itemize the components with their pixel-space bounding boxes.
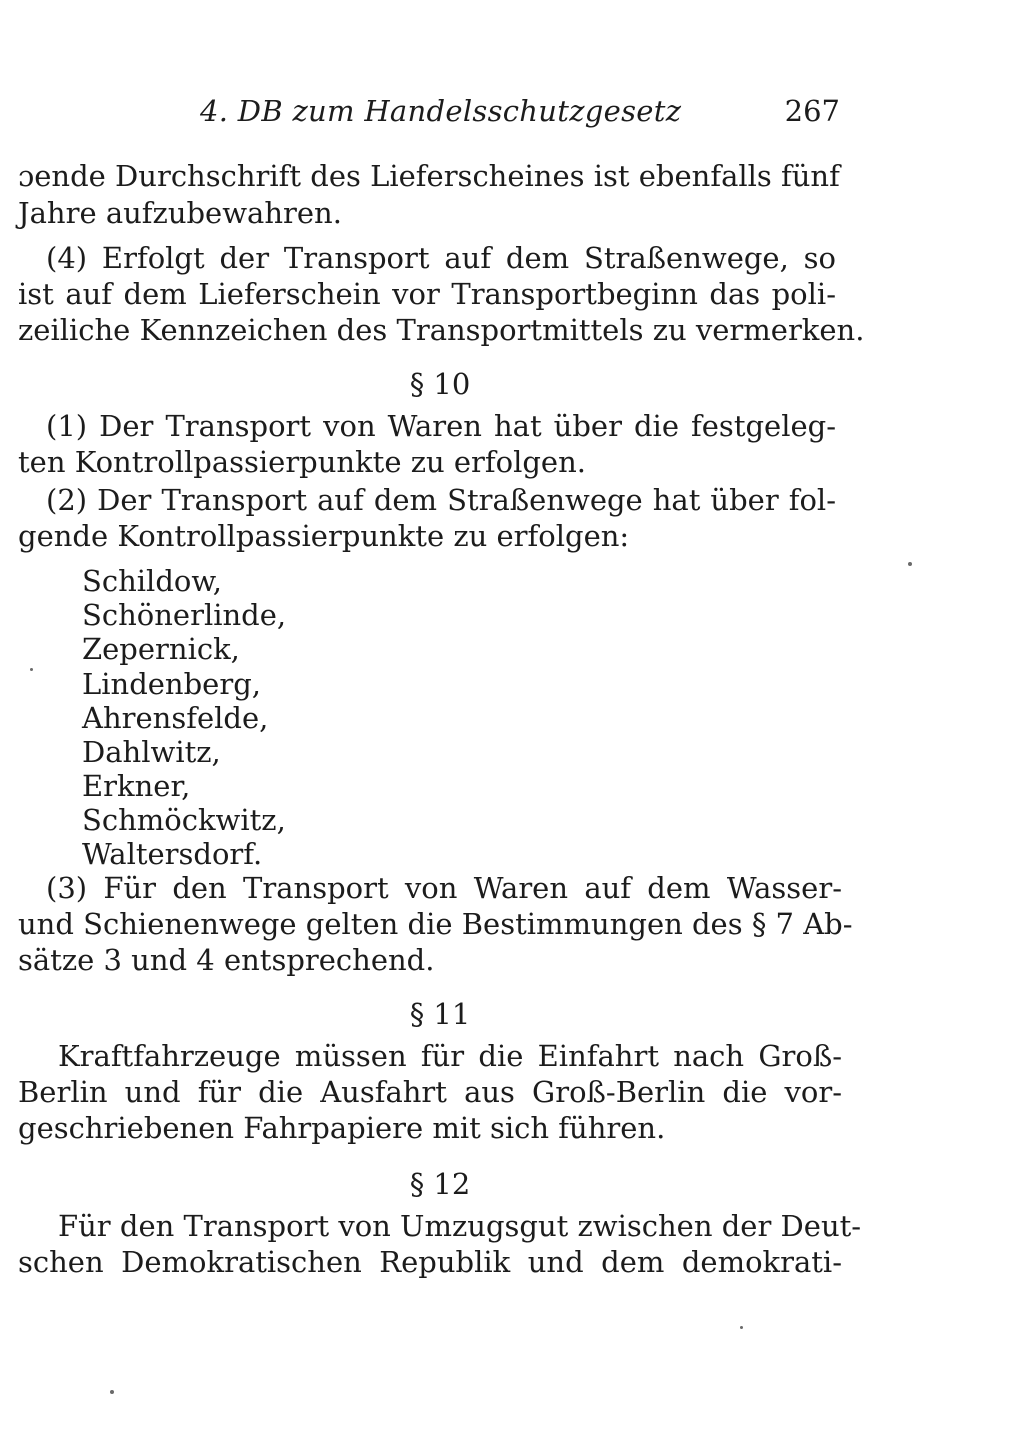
section-10-paragraph-3-line: und Schienenwege gelten die Bestimmungen des § 7 Ab- <box>18 907 853 941</box>
section-10-paragraph-3-line: sätze 3 und 4 entsprechend. <box>18 943 435 977</box>
checkpoint-item: Erkner, <box>82 769 191 803</box>
section-10-paragraph-1-line: (1) Der Transport von Waren hat über die festgeleg- <box>46 409 836 443</box>
scan-speck <box>908 562 912 566</box>
section-12-line: Für den Transport von Umzugsgut zwischen der Deut- <box>58 1209 862 1243</box>
section-heading-10: § 10 <box>409 367 471 401</box>
checkpoint-item: Dahlwitz, <box>82 735 221 769</box>
scan-speck <box>740 1326 743 1329</box>
paragraph-4-line: zeiliche Kennzeichen des Transportmittels zu vermerken. <box>18 313 865 347</box>
scan-speck <box>30 668 33 671</box>
checkpoint-item: Zepernick, <box>82 632 240 666</box>
section-12-line: schen Demokratischen Republik und dem demokrati- <box>18 1245 842 1279</box>
paragraph-4-line: (4) Erfolgt der Transport auf dem Straßenwege, so <box>46 241 836 275</box>
section-10-paragraph-1-line: ten Kontrollpassierpunkte zu erfolgen. <box>18 445 586 479</box>
page-number: 267 <box>784 94 840 128</box>
section-heading-12: § 12 <box>409 1167 471 1201</box>
section-11-line: geschriebenen Fahrpapiere mit sich führen. <box>18 1111 666 1145</box>
checkpoint-item: Schönerlinde, <box>82 598 287 632</box>
checkpoint-item: Waltersdorf. <box>82 837 263 871</box>
section-11-line: Kraftfahrzeuge müssen für die Einfahrt nach Groß- <box>58 1039 842 1073</box>
section-10-paragraph-2-line: (2) Der Transport auf dem Straßenwege hat über fol- <box>46 483 836 517</box>
page-header <box>200 94 840 134</box>
section-heading-11: § 11 <box>409 997 471 1031</box>
scan-speck <box>110 1390 114 1394</box>
text-line: Jahre aufzubewahren. <box>18 196 342 230</box>
checkpoint-item: Ahrensfelde, <box>82 701 269 735</box>
text-line: ɔende Durchschrift des Lieferscheines ist ebenfalls fünf <box>18 159 840 193</box>
section-10-paragraph-3-line: (3) Für den Transport von Waren auf dem Wasser- <box>46 871 842 905</box>
running-title: 4. DB zum Handelsschutzgesetz <box>200 94 682 128</box>
section-11-line: Berlin und für die Ausfahrt aus Groß-Berlin die vor- <box>18 1075 842 1109</box>
paragraph-4-line: ist auf dem Lieferschein vor Transportbeginn das poli- <box>18 277 836 311</box>
section-10-paragraph-2-line: gende Kontrollpassierpunkte zu erfolgen: <box>18 519 630 553</box>
checkpoint-item: Schmöckwitz, <box>82 803 286 837</box>
checkpoint-item: Lindenberg, <box>82 667 261 701</box>
checkpoint-item: Schildow, <box>82 564 222 598</box>
